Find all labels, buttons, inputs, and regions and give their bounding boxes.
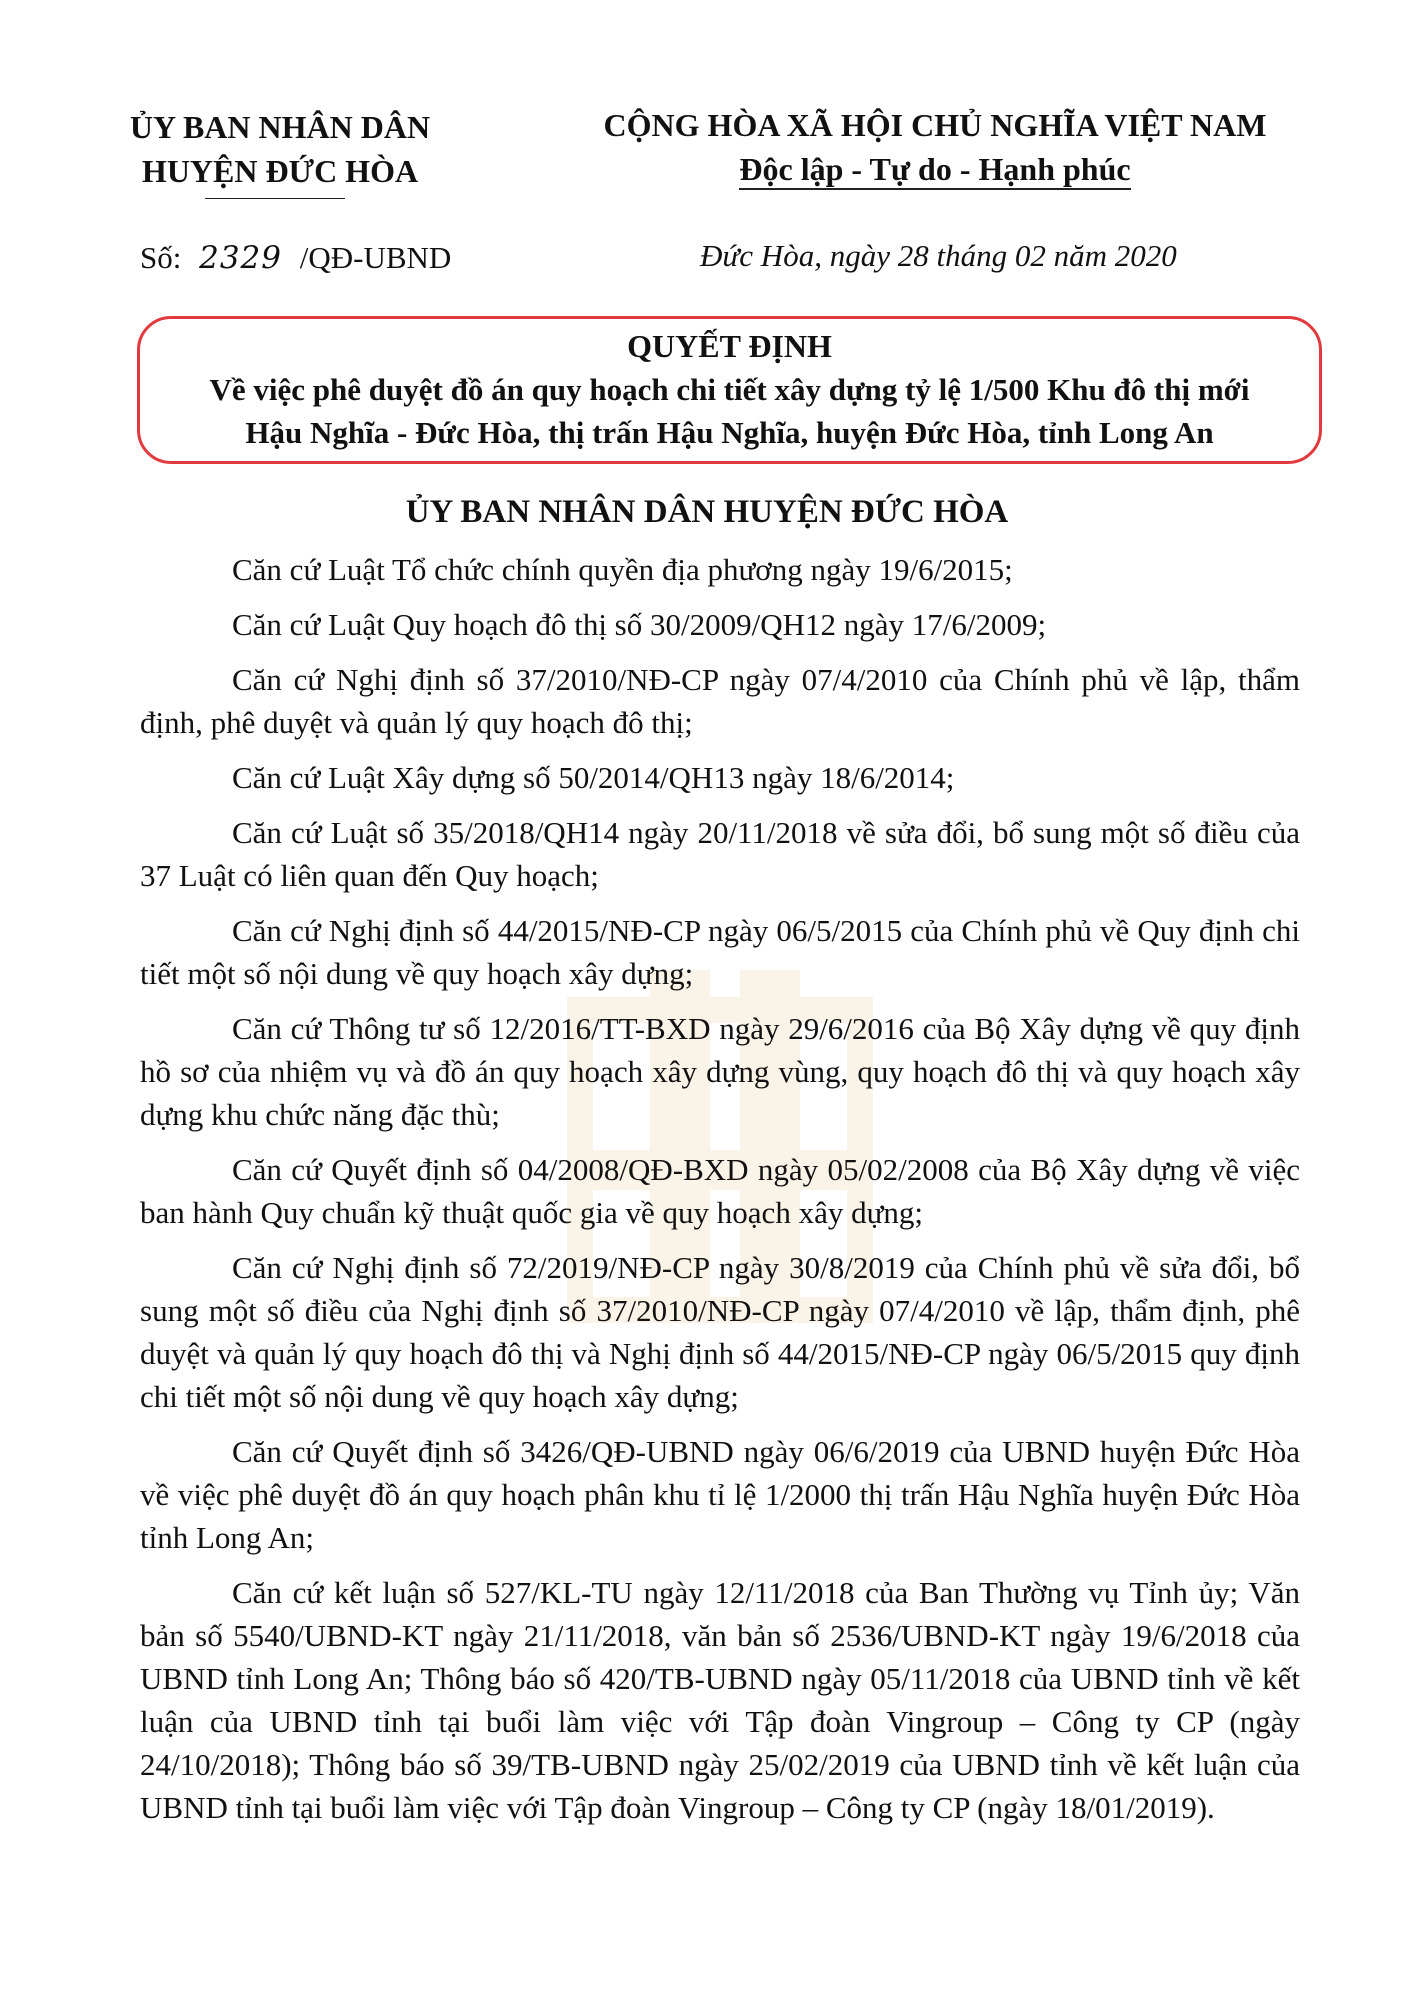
doc-number-suffix: /QĐ-UBND: [299, 240, 452, 275]
country-name: CỘNG HÒA XÃ HỘI CHỦ NGHĨA VIỆT NAM: [603, 107, 1267, 143]
authority-underline: [205, 198, 345, 199]
decision-heading: QUYẾT ĐỊNH: [627, 328, 832, 364]
document-number: [140, 240, 451, 276]
legal-basis-paragraph: Căn cứ Quyết định số 3426/QĐ-UBND ngày 06/6/2019 của UBND huyện Đức Hòa về việc phê duyệt đồ án quy hoạch phân khu tỉ lệ 1/2000 thị trấn Hậu Nghĩa huyện Đức Hòa tỉnh Long An;: [140, 1434, 1300, 1555]
legal-basis-paragraph: Căn cứ Nghị định số 44/2015/NĐ-CP ngày 06/5/2015 của Chính phủ về Quy định chi tiết một số nội dung về quy hoạch xây dựng;: [140, 913, 1300, 991]
decision-title-box: [137, 316, 1322, 464]
place-and-date: Đức Hòa, ngày 28 tháng 02 năm 2020: [700, 238, 1177, 273]
authority-line-2: HUYỆN ĐỨC HÒA: [141, 153, 419, 189]
legal-basis-paragraph: Căn cứ Nghị định số 37/2010/NĐ-CP ngày 07/4/2010 của Chính phủ về lập, thẩm định, phê duyệt và quản lý quy hoạch đô thị;: [140, 662, 1300, 740]
doc-number-handwritten: 2329: [199, 240, 283, 276]
legal-basis-paragraph: Căn cứ Luật số 35/2018/QH14 ngày 20/11/2018 về sửa đổi, bổ sung một số điều của 37 Luật có liên quan đến Quy hoạch;: [140, 815, 1300, 893]
issuing-authority: [95, 105, 465, 193]
authority-line-1: ỦY BAN NHÂN DÂN: [129, 109, 431, 145]
doc-number-prefix: Số:: [140, 240, 182, 275]
decision-subject-line-1: Về việc phê duyệt đồ án quy hoạch chi tiết xây dựng tỷ lệ 1/500 Khu đô thị mới: [209, 372, 1250, 407]
legal-basis-paragraph: Căn cứ Thông tư số 12/2016/TT-BXD ngày 29/6/2016 của Bộ Xây dựng về quy định hồ sơ của nhiệm vụ và đồ án quy hoạch xây dựng vùng, quy hoạch đô thị và quy hoạch xây dựng khu chức năng đặc thù;: [140, 1011, 1300, 1132]
issuer-heading: ỦY BAN NHÂN DÂN HUYỆN ĐỨC HÒA: [405, 494, 1009, 530]
legal-basis-paragraph: Căn cứ Quyết định số 04/2008/QĐ-BXD ngày 05/02/2008 của Bộ Xây dựng về việc ban hành Quy chuẩn kỹ thuật quốc gia về quy hoạch xây dựng;: [140, 1152, 1300, 1230]
legal-basis-section: [140, 548, 1300, 1841]
motto-line: Độc lập - Tự do - Hạnh phúc: [739, 150, 1130, 190]
legal-basis-paragraph: Căn cứ Nghị định số 72/2019/NĐ-CP ngày 30/8/2019 của Chính phủ về sửa đổi, bổ sung một số điều của Nghị định số 37/2010/NĐ-CP ngày 07/4/2010 về lập, thẩm định, phê duyệt và quản lý quy hoạch đô thị và Nghị định số 44/2015/NĐ-CP ngày 06/5/2015 quy định chi tiết một số nội dung về quy hoạch xây dựng;: [140, 1250, 1300, 1414]
national-motto: [585, 103, 1285, 191]
legal-basis-paragraph: Căn cứ Luật Xây dựng số 50/2014/QH13 ngày 18/6/2014;: [232, 760, 955, 795]
legal-basis-paragraph: Căn cứ Luật Tổ chức chính quyền địa phương ngày 19/6/2015;: [232, 552, 1013, 587]
legal-basis-paragraph: Căn cứ kết luận số 527/KL-TU ngày 12/11/2018 của Ban Thường vụ Tỉnh ủy; Văn bản số 5540/UBND-KT ngày 21/11/2018, văn bản số 2536/UBND-KT ngày 19/6/2018 của UBND tỉnh Long An; Thông báo số 420/TB-UBND ngày 05/11/2018 của UBND tỉnh về kết luận của UBND tỉnh tại buổi làm việc với Tập đoàn Vingroup – Công ty CP (ngày 24/10/2018); Thông báo số 39/TB-UBND ngày 25/02/2019 của UBND tỉnh về kết luận của UBND tỉnh tại buổi làm việc với Tập đoàn Vingroup – Công ty CP (ngày 18/01/2019).: [140, 1575, 1300, 1825]
decision-subject-line-2: Hậu Nghĩa - Đức Hòa, thị trấn Hậu Nghĩa, huyện Đức Hòa, tỉnh Long An: [245, 415, 1214, 450]
legal-basis-paragraph: Căn cứ Luật Quy hoạch đô thị số 30/2009/QH12 ngày 17/6/2009;: [232, 607, 1047, 642]
